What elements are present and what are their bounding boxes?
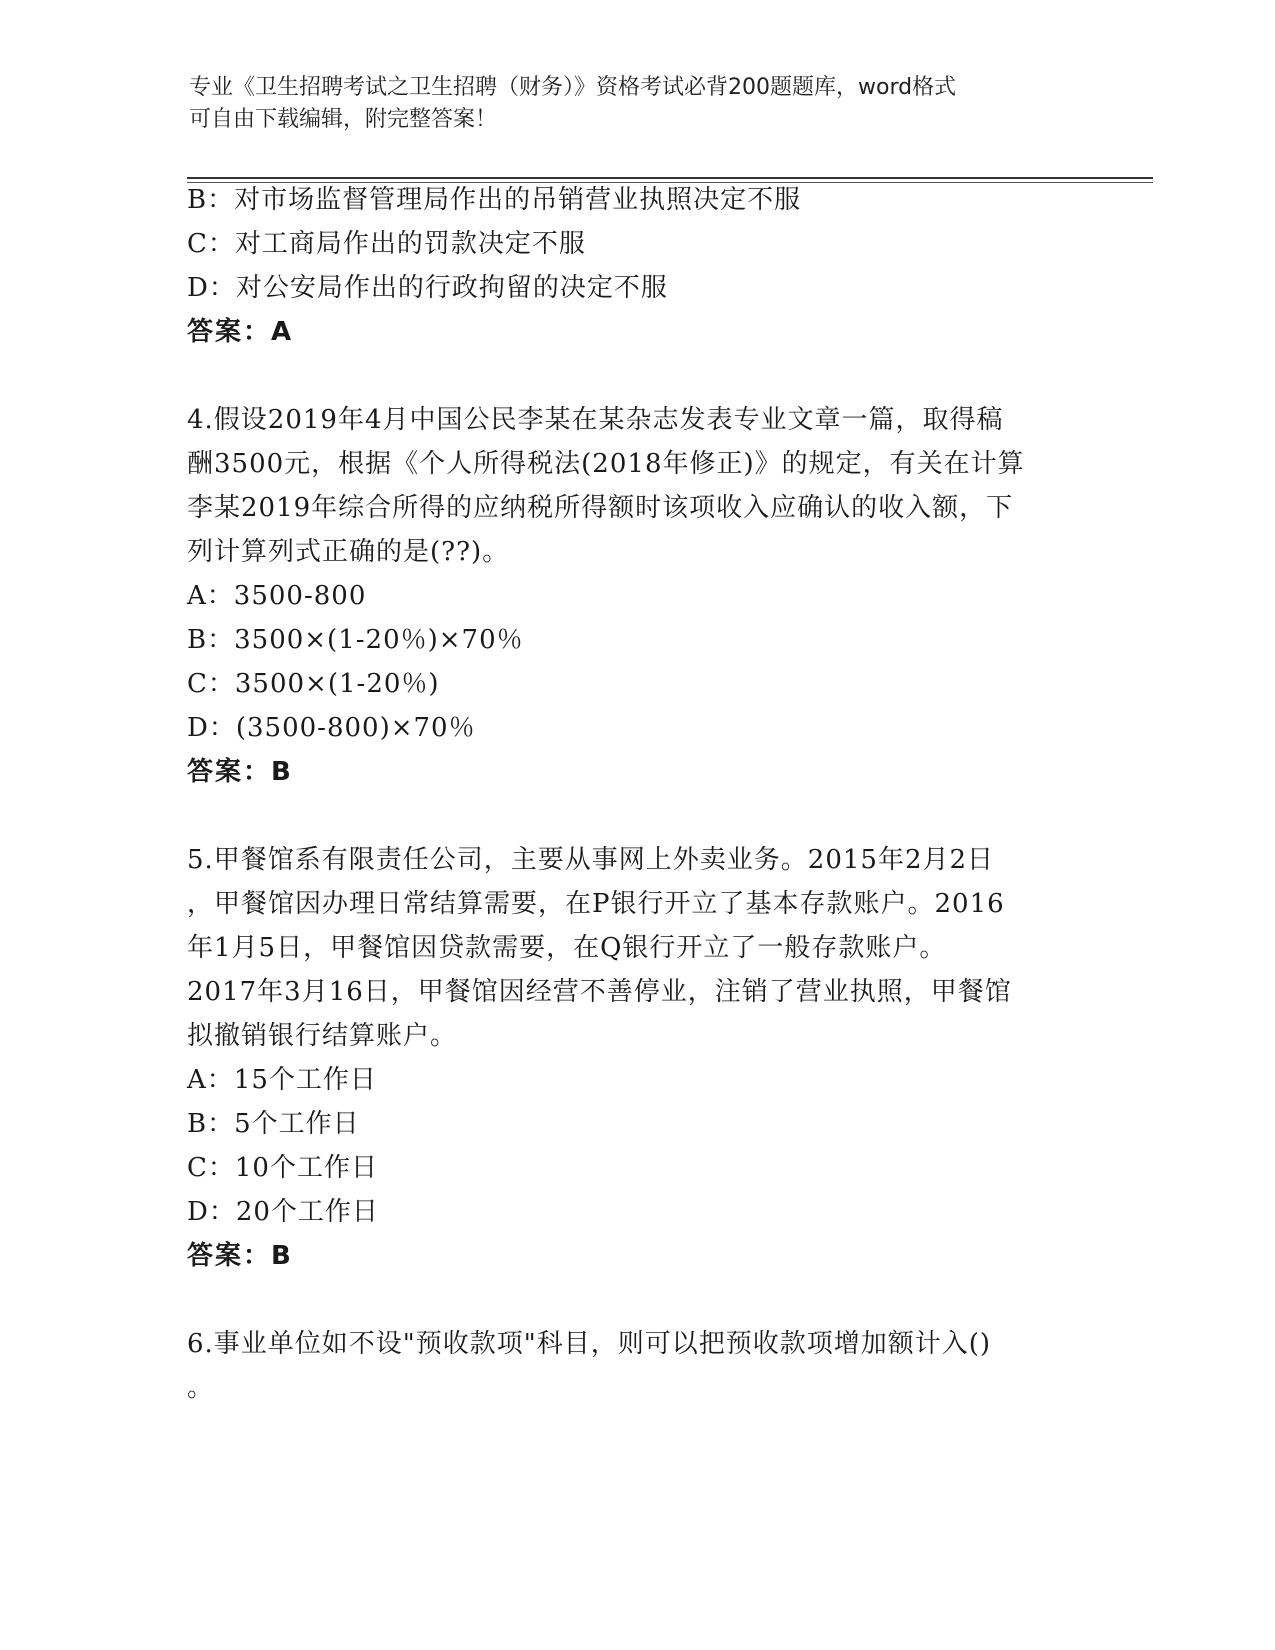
q6-stem-line-1: 6.事业单位如不设"预收款项"科目，则可以把预收款项增加额计入(): [187, 1329, 992, 1359]
q3-option-c: C：对工商局作出的罚款决定不服: [187, 229, 586, 259]
q4-answer: 答案：B: [187, 757, 293, 787]
q5-stem-line-3: 年1月5日，甲餐馆因贷款需要，在Q银行开立了一般存款账户。: [187, 933, 947, 963]
q5-option-b: B：5个工作日: [187, 1109, 360, 1139]
q4-stem-line-4: 列计算列式正确的是(??)。: [187, 537, 510, 567]
q3-option-b: B：对市场监督管理局作出的吊销营业执照决定不服: [187, 185, 802, 215]
q4-option-b: B：3500×(1-20％)×70％: [187, 625, 524, 655]
q3-answer: 答案：A: [187, 317, 294, 347]
header-title-line-1: 专业《卫生招聘考试之卫生招聘（财务）》资格考试必背200题题库，word格式: [189, 75, 957, 100]
q4-option-c: C：3500×(1-20％): [187, 669, 440, 699]
q5-stem-line-4: 2017年3月16日，甲餐馆因经营不善停业，注销了营业执照，甲餐馆: [187, 977, 1012, 1007]
q4-stem-line-3: 李某2019年综合所得的应纳税所得额时该项收入应确认的收入额，下: [187, 493, 1014, 523]
header-divider-thick: [187, 177, 1153, 179]
q5-option-c: C：10个工作日: [187, 1153, 378, 1183]
q6-stem-line-2: 。: [187, 1373, 215, 1403]
q3-option-d: D：对公安局作出的行政拘留的决定不服: [187, 273, 668, 303]
q4-option-a: A：3500-800: [187, 581, 367, 611]
document-header: [189, 72, 1069, 136]
q5-stem-line-1: 5.甲餐馆系有限责任公司，主要从事网上外卖业务。2015年2月2日: [187, 845, 995, 875]
q4-stem-line-2: 酬3500元，根据《个人所得税法(2018年修正)》的规定，有关在计算: [187, 449, 1025, 479]
header-title-line-2: 可自由下载编辑，附完整答案！: [189, 107, 498, 132]
q5-answer: 答案：B: [187, 1241, 293, 1271]
q5-option-d: D：20个工作日: [187, 1197, 379, 1227]
q4-option-d: D：(3500-800)×70％: [187, 713, 476, 743]
q5-stem-line-5: 拟撤销银行结算账户。: [187, 1021, 458, 1051]
q5-stem-line-2: ，甲餐馆因办理日常结算需要，在P银行开立了基本存款账户。2016: [187, 889, 1005, 919]
q4-stem-line-1: 4.假设2019年4月中国公民李某在某杂志发表专业文章一篇，取得稿: [187, 405, 1004, 435]
q5-option-a: A：15个工作日: [187, 1065, 377, 1095]
